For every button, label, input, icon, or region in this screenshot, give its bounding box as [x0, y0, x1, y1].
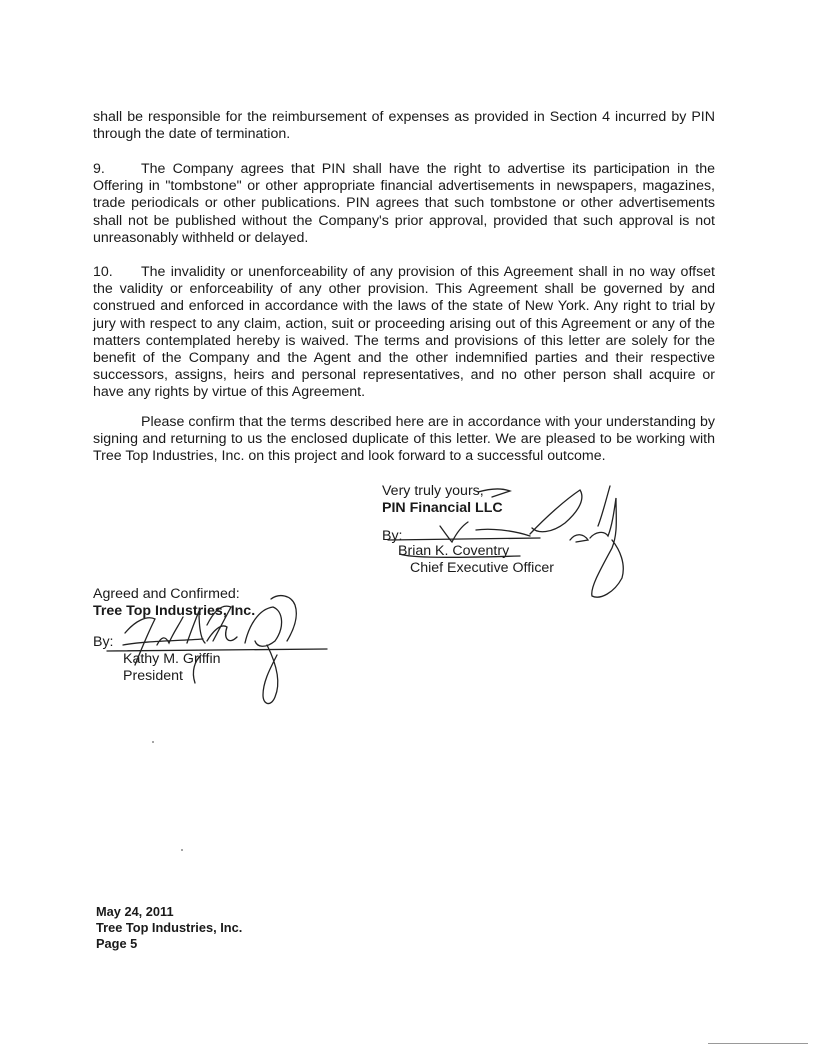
tree-top-by-label: By:: [93, 634, 114, 650]
paragraph-termination-continued: shall be responsible for the reimbursement of expenses as provided in Section 4 incurred by PIN through the date of termination.: [93, 109, 715, 143]
footer-company: Tree Top Industries, Inc.: [96, 920, 243, 935]
pin-signer-title: Chief Executive Officer: [410, 560, 555, 576]
paragraph-10: [93, 264, 715, 402]
scan-speck: [181, 849, 183, 851]
footer: [96, 904, 242, 952]
scan-edge-mark: [708, 1043, 808, 1044]
pin-signature-block: [382, 483, 554, 577]
footer-page-number: Page 5: [96, 936, 138, 951]
closing-text: Very truly yours,: [382, 483, 484, 499]
agreed-heading: Agreed and Confirmed:: [93, 586, 240, 602]
paragraph-9-number: 9.: [93, 161, 105, 177]
paragraph-9-text: The Company agrees that PIN shall have the right to advertise its participation in the Offering in "tombstone" or other appropriate financial advertisements in newspapers, magazines, trade periodicals or other publications. PIN agrees that such tombstone or other advertisements shall not be published without the Company's prior approval, provided that such approval is not unreasonably withheld or delayed.: [93, 161, 715, 246]
pin-by-label: By:: [382, 528, 403, 544]
paragraph-10-number: 10.: [93, 264, 113, 280]
footer-date: May 24, 2011: [96, 904, 174, 919]
paragraph-9: [93, 161, 715, 247]
paragraph-10-text: The invalidity or unenforceability of any provision of this Agreement shall in no way offset the validity or enforceability of any other provision. This Agreement shall be governed by and construed and enforced in accordance with the laws of the state of New York. Any right to trial by jury with respect to any claim, action, suit or proceeding arising out of this Agreement or any of the matters contemplated hereby is waived. The terms and provisions of this letter are solely for the benefit of the Company and the Agent and the other indemnified parties and their respective successors, assigns, heirs and personal representatives, and no other person shall acquire or have any rights by virtue of this Agreement.: [93, 264, 715, 401]
tree-top-signature-block: [93, 586, 255, 685]
tree-top-signer-name: Kathy M. Griffin: [123, 651, 221, 667]
tree-top-company-name: Tree Top Industries, Inc.: [93, 603, 256, 619]
scan-speck: [152, 741, 154, 743]
paragraph-confirmation: Please confirm that the terms described here are in accordance with your understanding by signing and returning to us the enclosed duplicate of this letter. We are pleased to be working with Tree Top Industries, Inc. on this project and look forward to a successful outcome.: [93, 414, 715, 465]
tree-top-signer-title: President: [123, 668, 183, 684]
pin-company-name: PIN Financial LLC: [382, 500, 503, 516]
pin-signer-name: Brian K. Coventry: [398, 543, 510, 559]
